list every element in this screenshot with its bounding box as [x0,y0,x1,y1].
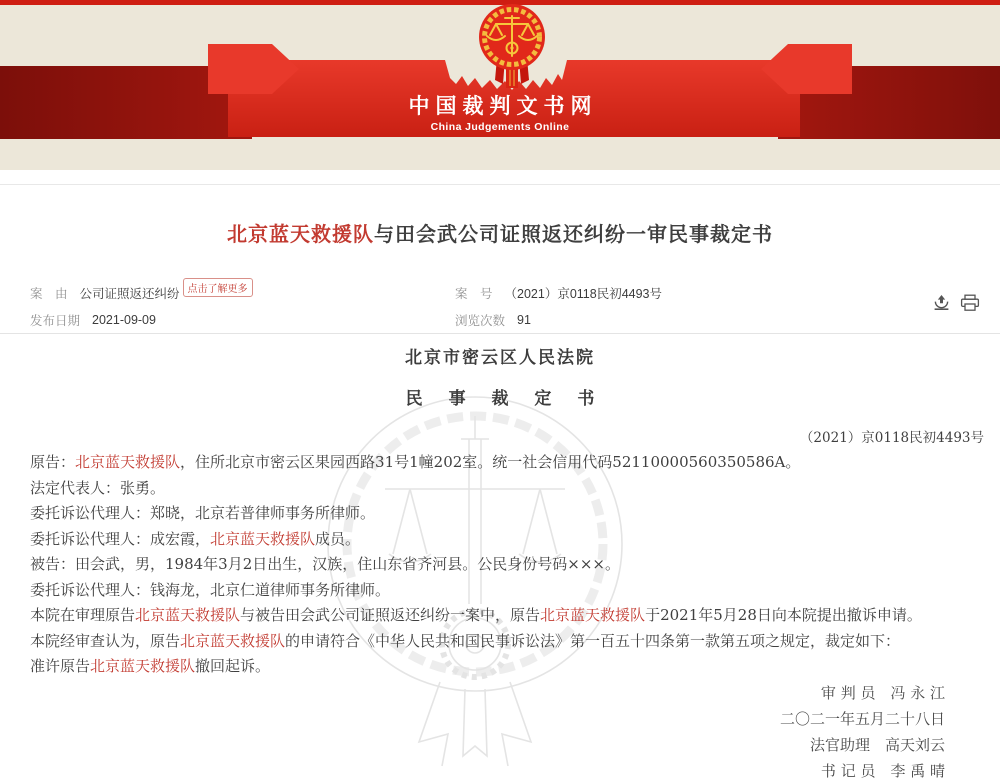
signature-line: 二〇二一年五月二十八日 [779,709,945,728]
judgement-document [30,346,984,784]
paragraph [30,629,970,655]
paragraph-text: 本院在审理原告 [30,606,136,624]
paragraph-text: 撤回起诉。 [195,657,271,675]
paragraph [30,552,970,578]
paragraph-text: 本院经审查认为，原告 [30,631,181,650]
site-subtitle: China Judgements Online [430,121,570,133]
paragraph-text: 委托诉讼代理人：郑晓，北京若普律师事务所律师。 [30,504,376,522]
download-icon[interactable] [932,293,951,312]
paragraph [30,654,970,680]
paragraph [30,501,970,527]
paragraph [30,450,970,476]
page-title-rest: 与田会武公司证照返还纠纷一审民事裁定书 [374,224,773,246]
signature-line: 书 记 员 李 禹 晴 [820,761,945,780]
highlighted-party-name: 北京蓝天救援队 [540,606,646,624]
paragraph-text: 委托诉讼代理人：成宏霞， [30,529,211,548]
court-name: 北京市密云区人民法院 [405,348,595,368]
paragraph [30,578,970,604]
cause-value: 公司证照返还纠纷 [79,286,180,301]
paragraph-text: 与被告田会武公司证照返还纠纷一案中，原告 [240,606,541,624]
highlighted-party-name: 北京蓝天救援队 [210,529,316,548]
document-case-number: （2021）京0118民初4493号 [799,430,984,446]
highlighted-party-name: 北京蓝天救援队 [75,453,181,471]
highlighted-party-name: 北京蓝天救援队 [180,631,286,650]
signature-line: 审 判 员 冯 永 江 [820,683,945,702]
case-number-label: 案 号 [455,286,493,301]
site-banner [0,0,1000,170]
paragraph-text: 被告：田会武，男，1984年3月2日出生，汉族，住山东省齐河县。公民身份号码×××。 [30,555,620,573]
paragraph [30,527,970,553]
cause-label: 案 由 [30,286,68,301]
header-divider [0,184,1000,185]
paragraph-text: 法定代表人：张勇。 [30,478,166,497]
paragraph-text: ，住所北京市密云区果园西路31号1幢202室。统一社会信用代码52110000560350586A。 [180,453,801,471]
paragraph-text: 委托诉讼代理人：钱海龙，北京仁道律师事务所律师。 [30,580,391,599]
views-label: 浏览次数 [455,313,506,328]
highlighted-party-name: 北京蓝天救援队 [135,606,241,624]
paragraphs [30,450,970,680]
publish-date-label: 发布日期 [30,313,81,328]
signature-line: 法官助理 高天刘云 [809,735,945,754]
learn-more-badge[interactable]: 点击了解更多 [183,278,253,297]
paragraph-text: 于2021年5月28日向本院提出撤诉申请。 [645,606,922,624]
page-title-party: 北京蓝天救援队 [227,224,374,246]
paragraph-text: 成员。 [315,529,361,548]
page-title [30,218,970,247]
case-number-value: （2021）京0118民初4493号 [504,286,663,301]
paragraph-text: 原告： [30,453,76,471]
publish-date-value: 2021-09-09 [92,312,156,327]
document-type: 民 事 裁 定 书 [405,389,605,409]
paragraph-text: 准许原告 [30,657,91,675]
views-value: 91 [517,312,531,327]
paragraph [30,603,970,629]
print-icon[interactable] [960,294,980,312]
paragraph-text: 的申请符合《中华人民共和国民事诉讼法》第一百五十四条第一款第五项之规定，裁定如下： [285,631,901,650]
highlighted-party-name: 北京蓝天救援队 [90,657,196,675]
banner-ribbon-graphic [0,0,1000,170]
paragraph [30,476,970,502]
site-title: 中国裁判文书网 [408,95,598,118]
signature-block [30,680,945,784]
meta-section [30,279,970,333]
meta-divider [0,333,1000,334]
